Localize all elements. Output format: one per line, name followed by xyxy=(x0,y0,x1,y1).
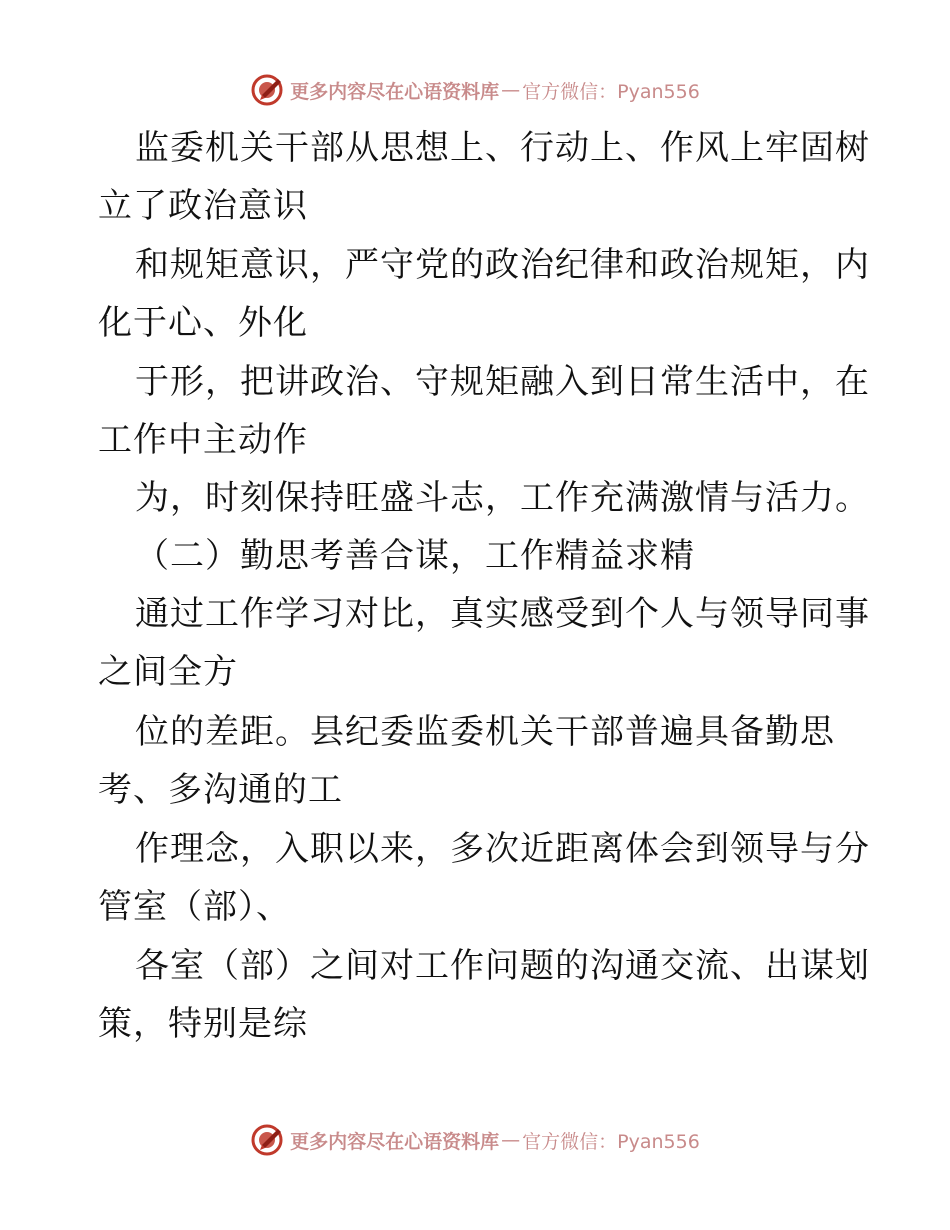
section-heading: （二）勤思考善合谋，工作精益求精 xyxy=(135,536,695,576)
banner-title: 更多内容尽在心语资料库 xyxy=(290,1130,500,1153)
banner-separator: — xyxy=(501,79,521,101)
body-line: 位的差距。县纪委监委机关干部普遍具备勤思 xyxy=(135,712,835,752)
banner-title: 更多内容尽在心语资料库 xyxy=(290,80,500,103)
body-line: 监委机关干部从思想上、行动上、作风上牢固树 xyxy=(135,128,870,168)
pen-logo-icon xyxy=(250,1123,284,1157)
body-line: 各室（部）之间对工作问题的沟通交流、出谋划 xyxy=(135,946,870,986)
body-line: 管室（部）、 xyxy=(98,887,291,927)
body-line: 为，时刻保持旺盛斗志，工作充满激情与活力。 xyxy=(135,478,870,518)
header-watermark-banner xyxy=(0,70,950,110)
banner-wechat: 官方微信：Pyan556 xyxy=(522,80,700,103)
body-line: 通过工作学习对比，真实感受到个人与领导同事 xyxy=(135,594,870,634)
body-line: 之间全方 xyxy=(98,652,238,692)
body-line: 工作中主动作 xyxy=(98,420,308,460)
pen-logo-icon xyxy=(250,73,284,107)
body-line: 策，特别是综 xyxy=(98,1004,308,1044)
body-line: 于形，把讲政治、守规矩融入到日常生活中，在 xyxy=(135,362,870,402)
body-line: 化于心、外化 xyxy=(98,303,308,343)
body-line: 和规矩意识，严守党的政治纪律和政治规矩，内 xyxy=(135,245,870,285)
banner-wechat: 官方微信：Pyan556 xyxy=(522,1130,700,1153)
footer-watermark-banner xyxy=(0,1120,950,1160)
body-line: 考、多沟通的工 xyxy=(98,770,343,810)
banner-separator: — xyxy=(501,1129,521,1151)
body-line: 立了政治意识 xyxy=(98,186,308,226)
body-line: 作理念，入职以来，多次近距离体会到领导与分 xyxy=(135,829,870,869)
